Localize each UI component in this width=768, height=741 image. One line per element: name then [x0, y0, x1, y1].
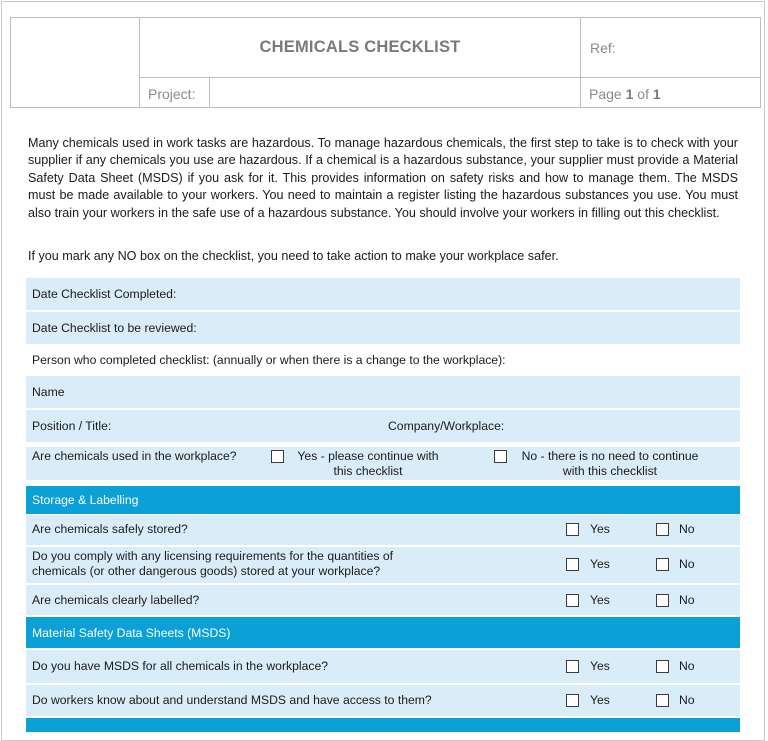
intro-note: If you mark any NO box on the checklist, you need to take action to make your workplace safer.	[28, 249, 559, 263]
question-text	[32, 549, 393, 579]
chemicals-used-yes-line1: Yes - please continue with	[297, 449, 439, 463]
project-label: Project:	[140, 78, 210, 107]
name-label: Name	[32, 385, 65, 399]
intro-paragraph: Many chemicals used in work tasks are hazardous. To manage hazardous chemicals, the first step to take is to check with your supplier if any chemicals you use are hazardous. If a chemical is a hazardous substance, your supplier must provide a Material Safety Data Sheet (MSDS) if you ask for it. This provides information on safety risks and how to manage them. The MSDS must be made available to your workers. You need to maintain a register listing the hazardous substances you use. You must also train your workers in the safe use of a hazardous substance. You should involve your workers in filling out this checklist.	[28, 136, 738, 220]
chemicals-used-no-line2: with this checklist	[562, 464, 658, 478]
no-checkbox[interactable]	[656, 523, 669, 536]
no-checkbox[interactable]	[656, 594, 669, 607]
ref-field[interactable]: Ref:	[581, 18, 760, 78]
no-label: No	[679, 557, 695, 571]
no-label: No	[679, 693, 695, 707]
page-word: Page	[589, 86, 622, 102]
document-title: CHEMICALS CHECKLIST	[140, 18, 581, 78]
no-label: No	[679, 593, 695, 607]
page-of: of	[637, 86, 649, 102]
question-line1: Do you comply with any licensing requirements for the quantities of	[32, 549, 394, 563]
chemicals-used-yes-line2: this checklist	[333, 464, 403, 478]
chemicals-used-no-label	[510, 449, 710, 479]
position-label: Position / Title:	[32, 419, 112, 433]
company-label: Company/Workplace:	[388, 419, 505, 433]
yes-label: Yes	[590, 557, 610, 571]
no-label: No	[679, 659, 695, 673]
chemicals-used-no-checkbox[interactable]	[494, 450, 507, 463]
page-total: 1	[652, 86, 661, 102]
header-table	[10, 17, 761, 108]
yes-label: Yes	[590, 522, 610, 536]
yes-label: Yes	[590, 693, 610, 707]
chemicals-used-yes-label	[288, 449, 448, 479]
section-header-next	[26, 718, 740, 732]
section-header-storage	[26, 486, 740, 514]
yes-label: Yes	[590, 593, 610, 607]
date-review-label: Date Checklist to be reviewed:	[32, 321, 197, 335]
name-row[interactable]	[26, 376, 740, 408]
no-checkbox[interactable]	[656, 694, 669, 707]
no-label: No	[679, 522, 695, 536]
section-title: Storage & Labelling	[32, 493, 139, 507]
logo-cell	[11, 18, 140, 107]
person-label: Person who completed checklist: (annually or when there is a change to the workplace):	[32, 353, 506, 367]
question-text: Do workers know about and understand MSDS and have access to them?	[32, 693, 432, 707]
question-text: Are chemicals clearly labelled?	[32, 593, 200, 607]
no-checkbox[interactable]	[656, 660, 669, 673]
question-text: Are chemicals safely stored?	[32, 522, 188, 536]
section-title: Material Safety Data Sheets (MSDS)	[32, 625, 231, 640]
chemicals-used-question: Are chemicals used in the workplace?	[32, 449, 237, 463]
yes-label: Yes	[590, 659, 610, 673]
project-field[interactable]	[210, 78, 581, 107]
date-completed-row[interactable]	[26, 278, 740, 310]
question-text: Do you have MSDS for all chemicals in the workplace?	[32, 659, 329, 673]
question-line2: chemicals (or other dangerous goods) stored at your workplace?	[32, 564, 381, 578]
yes-checkbox[interactable]	[566, 694, 579, 707]
date-review-row[interactable]	[26, 312, 740, 344]
yes-checkbox[interactable]	[566, 660, 579, 673]
chemicals-used-yes-checkbox[interactable]	[271, 450, 284, 463]
no-checkbox[interactable]	[656, 558, 669, 571]
person-row	[26, 346, 740, 374]
yes-checkbox[interactable]	[566, 594, 579, 607]
yes-checkbox[interactable]	[566, 523, 579, 536]
chemicals-used-no-line1: No - there is no need to continue	[521, 449, 699, 463]
section-header-msds	[26, 617, 740, 648]
position-row[interactable]	[26, 410, 740, 442]
yes-checkbox[interactable]	[566, 558, 579, 571]
page-indicator	[581, 78, 760, 107]
date-completed-label: Date Checklist Completed:	[32, 287, 177, 301]
page-current: 1	[625, 86, 634, 102]
